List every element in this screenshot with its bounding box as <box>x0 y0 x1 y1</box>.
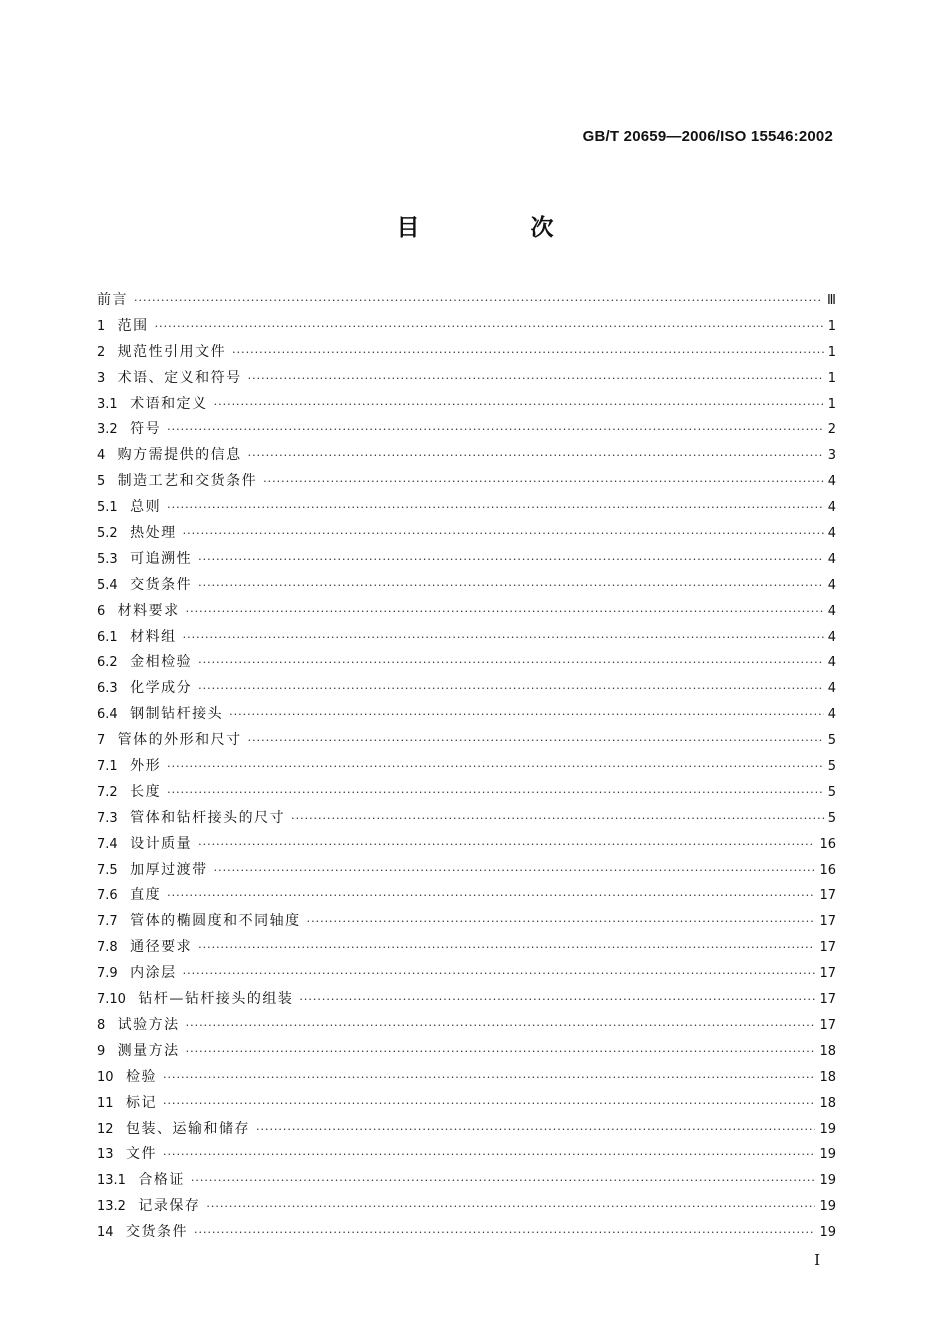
toc-dot-leader <box>232 340 824 366</box>
toc-entry-title: 范围 <box>117 317 149 334</box>
toc-entry-title: 术语、定义和符号 <box>117 369 242 386</box>
toc-entry-title: 钻杆—钻杆接头的组装 <box>138 991 294 1008</box>
toc-entry-number: 5.1 <box>97 500 131 516</box>
toc-entry-title: 试验方法 <box>117 1016 180 1033</box>
page-title: 目 次 <box>396 214 598 241</box>
toc-entry[interactable] <box>97 314 836 340</box>
toc-entry[interactable] <box>97 392 836 418</box>
toc-entry[interactable] <box>97 1142 836 1168</box>
toc-dot-leader <box>214 858 816 884</box>
toc-entry-number: 3.2 <box>97 422 131 438</box>
toc-entry-title: 标记 <box>125 1094 157 1111</box>
toc-entry-title: 管体和钻杆接头的尺寸 <box>130 809 286 826</box>
toc-entry-page: 4 <box>827 526 836 542</box>
toc-entry-page: 4 <box>827 707 836 723</box>
toc-entry[interactable] <box>97 340 836 366</box>
toc-entry-page: 5 <box>827 733 836 749</box>
toc-entry-title: 规范性引用文件 <box>117 343 227 360</box>
toc-entry-title: 设计质量 <box>130 835 193 852</box>
standard-code: GB/T 20659—2006/ISO 15546:2002 <box>582 128 833 145</box>
toc-dot-leader <box>183 521 824 547</box>
toc-entry-title: 长度 <box>130 783 162 800</box>
toc-entry-title: 内涂层 <box>130 965 177 982</box>
toc-dot-leader <box>167 754 824 780</box>
toc-dot-leader <box>163 1091 816 1117</box>
toc-entry[interactable] <box>97 1065 836 1091</box>
toc-entry[interactable] <box>97 1039 836 1065</box>
toc-entry-title: 钢制钻杆接头 <box>130 706 224 723</box>
toc-entry-title: 通径要求 <box>130 939 193 956</box>
toc-entry-number: 5.4 <box>97 577 131 593</box>
toc-entry-number: 10 <box>97 1069 126 1085</box>
toc-entry[interactable] <box>97 909 836 935</box>
toc-dot-leader <box>191 1168 816 1194</box>
toc-entry-page: 17 <box>819 914 836 930</box>
toc-entry-page: 17 <box>819 940 836 956</box>
toc-entry[interactable] <box>97 469 836 495</box>
toc-entry[interactable] <box>97 443 836 469</box>
toc-dot-leader <box>163 1142 816 1168</box>
toc-entry-title: 热处理 <box>130 525 177 542</box>
toc-dot-leader <box>198 676 824 702</box>
toc-dot-leader <box>198 547 824 573</box>
toc-dot-leader <box>307 909 816 935</box>
toc-entry-number: 7.5 <box>97 862 131 878</box>
toc-entry[interactable] <box>97 366 836 392</box>
toc-entry-number: 13.1 <box>97 1173 139 1189</box>
toc-entry-number: 9 <box>97 1043 118 1059</box>
toc-entry-title: 管体的外形和尺寸 <box>117 732 242 749</box>
toc-entry-number: 13 <box>97 1147 126 1163</box>
toc-entry-number: 5.2 <box>97 526 131 542</box>
toc-entry-number: 5.3 <box>97 551 131 567</box>
toc-entry-number: 6 <box>97 603 118 619</box>
toc-entry-page: 5 <box>827 759 836 775</box>
toc-entry[interactable] <box>97 987 836 1013</box>
toc-entry-title: 检验 <box>125 1068 157 1085</box>
toc-entry-title: 文件 <box>125 1146 157 1163</box>
toc-entry-number: 7.7 <box>97 914 131 930</box>
toc-entry[interactable] <box>97 521 836 547</box>
toc-entry-title: 金相检验 <box>130 654 193 671</box>
toc-entry-page: 19 <box>819 1121 836 1137</box>
toc-entry[interactable] <box>97 547 836 573</box>
toc-entry-page: 19 <box>819 1225 836 1241</box>
toc-entry-page: 16 <box>819 862 836 878</box>
toc-entry-page: 17 <box>819 992 836 1008</box>
toc-entry[interactable] <box>97 961 836 987</box>
toc-dot-leader <box>198 935 815 961</box>
toc-entry-title: 前言 <box>97 292 128 308</box>
toc-entry-page: 18 <box>819 1043 836 1059</box>
toc-entry-title: 直度 <box>130 887 162 904</box>
toc-entry-number: 7.10 <box>97 992 139 1008</box>
page-number: I <box>814 1251 820 1269</box>
toc-entry[interactable] <box>97 935 836 961</box>
toc-entry[interactable] <box>97 728 836 754</box>
toc-entry[interactable] <box>97 832 836 858</box>
toc-entry[interactable] <box>97 1013 836 1039</box>
toc-entry-number: 6.2 <box>97 655 131 671</box>
toc-entry-title: 可追溯性 <box>130 550 193 567</box>
toc-entry[interactable] <box>97 1168 836 1194</box>
toc-entry-title: 材料要求 <box>117 602 180 619</box>
toc-entry[interactable] <box>97 573 836 599</box>
toc-entry-page: 4 <box>827 603 836 619</box>
toc-entry[interactable] <box>97 417 836 443</box>
toc-entry[interactable] <box>97 780 836 806</box>
toc-entry-number: 8 <box>97 1017 118 1033</box>
toc-entry-number: 7.8 <box>97 940 131 956</box>
toc-entry-number: 7.3 <box>97 810 131 826</box>
toc-entry-title: 符号 <box>130 421 162 438</box>
toc-entry-page: 4 <box>827 551 836 567</box>
toc-entry-page: 2 <box>827 422 836 438</box>
toc-entry-title: 交货条件 <box>130 576 193 593</box>
toc-dot-leader <box>198 573 824 599</box>
toc-entry-page: 19 <box>819 1199 836 1215</box>
toc-entry-page: 5 <box>827 784 836 800</box>
toc-entry-number: 6.3 <box>97 681 131 697</box>
toc-entry-number: 7.4 <box>97 836 131 852</box>
toc-dot-leader <box>291 806 824 832</box>
toc-entry-number: 13.2 <box>97 1199 139 1215</box>
toc-entry-page: 1 <box>827 396 836 412</box>
toc-dot-leader <box>186 599 824 625</box>
toc-entry-page: 5 <box>827 810 836 826</box>
toc-entry[interactable] <box>97 495 836 521</box>
toc-entry-page: 4 <box>827 655 836 671</box>
toc-dot-leader <box>299 987 815 1013</box>
toc-entry[interactable] <box>97 858 836 884</box>
toc-entry-number: 1 <box>97 318 118 334</box>
toc-entry[interactable] <box>97 676 836 702</box>
toc-entry-page: 4 <box>827 629 836 645</box>
toc-entry-title: 测量方法 <box>117 1042 180 1059</box>
toc-dot-leader <box>183 625 824 651</box>
toc-entry-number: 7.1 <box>97 759 131 775</box>
toc-entry-number: 2 <box>97 344 118 360</box>
toc-dot-leader <box>248 728 824 754</box>
toc-entry-page: 19 <box>819 1173 836 1189</box>
toc-entry[interactable] <box>97 754 836 780</box>
toc-dot-leader <box>214 392 824 418</box>
toc-entry-title: 化学成分 <box>130 680 193 697</box>
toc-dot-leader <box>163 1065 816 1091</box>
toc-dot-leader <box>167 495 824 521</box>
toc-entry[interactable] <box>97 806 836 832</box>
toc-dot-leader <box>155 314 824 340</box>
toc-entry-number: 14 <box>97 1225 126 1241</box>
toc-entry-title: 购方需提供的信息 <box>117 447 242 464</box>
toc-entry[interactable] <box>97 1220 836 1246</box>
toc-entry-page: 4 <box>827 681 836 697</box>
toc-entry[interactable] <box>97 1117 836 1143</box>
toc-entry-title: 包装、运输和储存 <box>125 1120 250 1137</box>
toc-dot-leader <box>134 288 823 314</box>
toc-entry[interactable] <box>97 625 836 651</box>
toc-entry[interactable] <box>97 1091 836 1117</box>
toc-entry-page: 1 <box>827 318 836 334</box>
toc-entry[interactable] <box>97 1194 836 1220</box>
toc-dot-leader <box>167 417 824 443</box>
toc-entry-title: 加厚过渡带 <box>130 861 208 878</box>
toc-dot-leader <box>256 1117 816 1143</box>
toc-entry-page: 1 <box>827 344 836 360</box>
toc-entry-number: 7 <box>97 733 118 749</box>
toc-dot-leader <box>186 1013 816 1039</box>
toc-dot-leader <box>186 1039 816 1065</box>
toc-entry-number: 5 <box>97 474 118 490</box>
toc-entry-title: 制造工艺和交货条件 <box>117 473 258 490</box>
toc-entry-number: 11 <box>97 1095 126 1111</box>
toc-entry-page: 18 <box>819 1095 836 1111</box>
toc-entry-page: Ⅲ <box>827 293 836 308</box>
toc-entry[interactable] <box>97 702 836 728</box>
toc-dot-leader <box>206 1194 815 1220</box>
toc-entry-title: 总则 <box>130 499 162 516</box>
toc-entry-page: 4 <box>827 500 836 516</box>
toc-entry[interactable] <box>97 288 836 314</box>
toc-dot-leader <box>198 650 824 676</box>
toc-entry-page: 18 <box>819 1069 836 1085</box>
toc-entry-number: 3.1 <box>97 396 131 412</box>
toc-entry-page: 16 <box>819 836 836 852</box>
toc-dot-leader <box>183 961 816 987</box>
toc-entry-page: 4 <box>827 474 836 490</box>
toc-entry-page: 17 <box>819 1017 836 1033</box>
toc-entry-title: 术语和定义 <box>130 395 208 412</box>
toc-entry-number: 7.2 <box>97 784 131 800</box>
toc-entry-page: 17 <box>819 966 836 982</box>
toc-dot-leader <box>248 366 824 392</box>
toc-entry-number: 3 <box>97 370 118 386</box>
toc-entry-number: 6.4 <box>97 707 131 723</box>
toc-dot-leader <box>198 832 815 858</box>
toc-entry-page: 17 <box>819 888 836 904</box>
toc-entry-page: 1 <box>827 370 836 386</box>
toc-entry-title: 记录保存 <box>138 1198 201 1215</box>
toc-dot-leader <box>263 469 824 495</box>
toc-entry[interactable] <box>97 650 836 676</box>
toc-entry-page: 3 <box>827 448 836 464</box>
toc-entry-page: 19 <box>819 1147 836 1163</box>
toc-entry-title: 合格证 <box>138 1172 185 1189</box>
toc-dot-leader <box>167 883 815 909</box>
toc-entry[interactable] <box>97 599 836 625</box>
toc-entry-number: 7.9 <box>97 966 131 982</box>
table-of-contents <box>97 288 836 1246</box>
toc-entry-title: 材料组 <box>130 628 177 645</box>
toc-dot-leader <box>194 1220 816 1246</box>
toc-entry-title: 管体的椭圆度和不同轴度 <box>130 913 301 930</box>
toc-entry-number: 7.6 <box>97 888 131 904</box>
toc-entry-title: 交货条件 <box>125 1224 188 1241</box>
toc-entry-number: 6.1 <box>97 629 131 645</box>
toc-entry-page: 4 <box>827 577 836 593</box>
toc-entry-number: 12 <box>97 1121 126 1137</box>
toc-dot-leader <box>248 443 824 469</box>
toc-entry-title: 外形 <box>130 758 162 775</box>
toc-entry[interactable] <box>97 883 836 909</box>
toc-dot-leader <box>229 702 824 728</box>
toc-entry-number: 4 <box>97 448 118 464</box>
toc-dot-leader <box>167 780 824 806</box>
